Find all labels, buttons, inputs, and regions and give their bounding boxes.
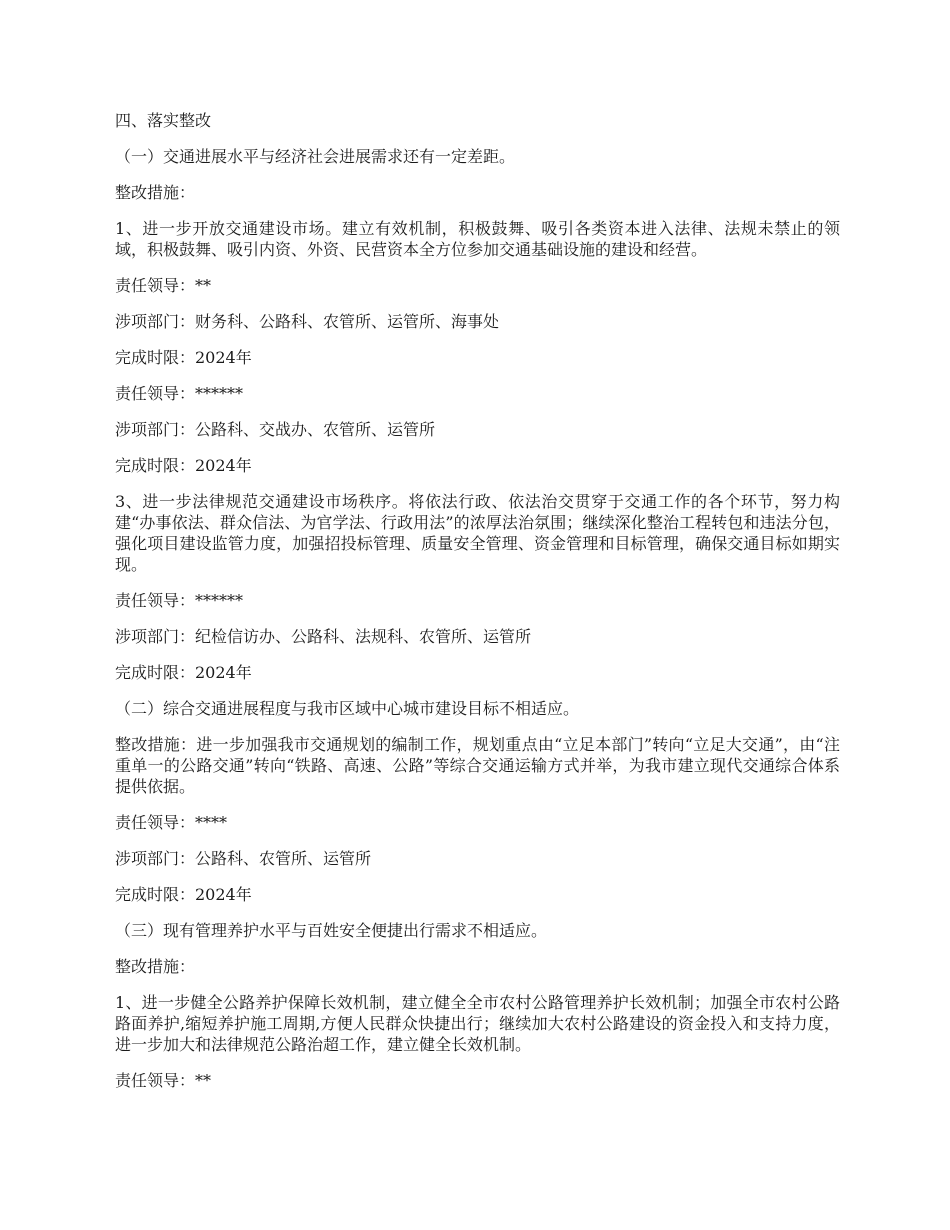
deadline: 完成时限：2024年 bbox=[115, 348, 252, 367]
deadline: 完成时限：2024年 bbox=[115, 885, 252, 904]
measure-paragraph: 1、进一步健全公路养护保障长效机制，建立健全全市农村公路管理养护长效机制；加强全市农村公路路面养护,缩短养护施工周期,方便人民群众快捷出行；继续加大农村公路建设的资金投入和支持力度，进一步加大和法律规范公路治超工作，建立健全长效机制。 bbox=[115, 993, 840, 1054]
measure-paragraph: 3、进一步法律规范交通建设市场秩序。将依法行政、依法治交贯穿于交通工作的各个环节，努力构建“办事依法、群众信法、为官学法、行政用法”的浓厚法治氛围；继续深化整治工程转包和违法分包，强化项目建设监管力度，加强招投标管理、质量安全管理、资金管理和目标管理，确保交通目标如期实现。 bbox=[115, 492, 840, 574]
departments: 涉项部门：公路科、交战办、农管所、运管所 bbox=[115, 420, 436, 439]
measure-paragraph: 1、进一步开放交通建设市场。建立有效机制，积极鼓舞、吸引各类资本进入法律、法规未禁止的领域，积极鼓舞、吸引内资、外资、民营资本全方位参加交通基础设施的建设和经营。 bbox=[115, 219, 840, 259]
issue-heading: （二）综合交通进展程度与我市区域中心城市建设目标不相适应。 bbox=[115, 699, 580, 718]
document-page bbox=[115, 110, 840, 1106]
departments: 涉项部门：纪检信访办、公路科、法规科、农管所、运管所 bbox=[115, 627, 532, 646]
measures-label: 整改措施： bbox=[115, 957, 196, 976]
responsible-leader: 责任领导：** bbox=[115, 276, 212, 295]
responsible-leader: 责任领导：**** bbox=[115, 813, 228, 832]
responsible-leader: 责任领导：****** bbox=[115, 591, 244, 610]
section-heading: 四、落实整改 bbox=[115, 111, 212, 130]
deadline: 完成时限：2024年 bbox=[115, 663, 252, 682]
measure-paragraph: 整改措施：进一步加强我市交通规划的编制工作，规划重点由“立足本部门”转向“立足大交通”，由“注重单一的公路交通”转向“铁路、高速、公路”等综合交通运输方式并举，为我市建立现代交通综合体系提供依据。 bbox=[115, 735, 840, 796]
measures-label: 整改措施： bbox=[115, 183, 196, 202]
responsible-leader: 责任领导：****** bbox=[115, 384, 244, 403]
departments: 涉项部门：公路科、农管所、运管所 bbox=[115, 849, 372, 868]
issue-heading: （一）交通进展水平与经济社会进展需求还有一定差距。 bbox=[115, 147, 516, 166]
deadline: 完成时限：2024年 bbox=[115, 456, 252, 475]
responsible-leader: 责任领导：** bbox=[115, 1071, 212, 1090]
issue-heading: （三）现有管理养护水平与百姓安全便捷出行需求不相适应。 bbox=[115, 921, 548, 940]
departments: 涉项部门：财务科、公路科、农管所、运管所、海事处 bbox=[115, 312, 500, 331]
